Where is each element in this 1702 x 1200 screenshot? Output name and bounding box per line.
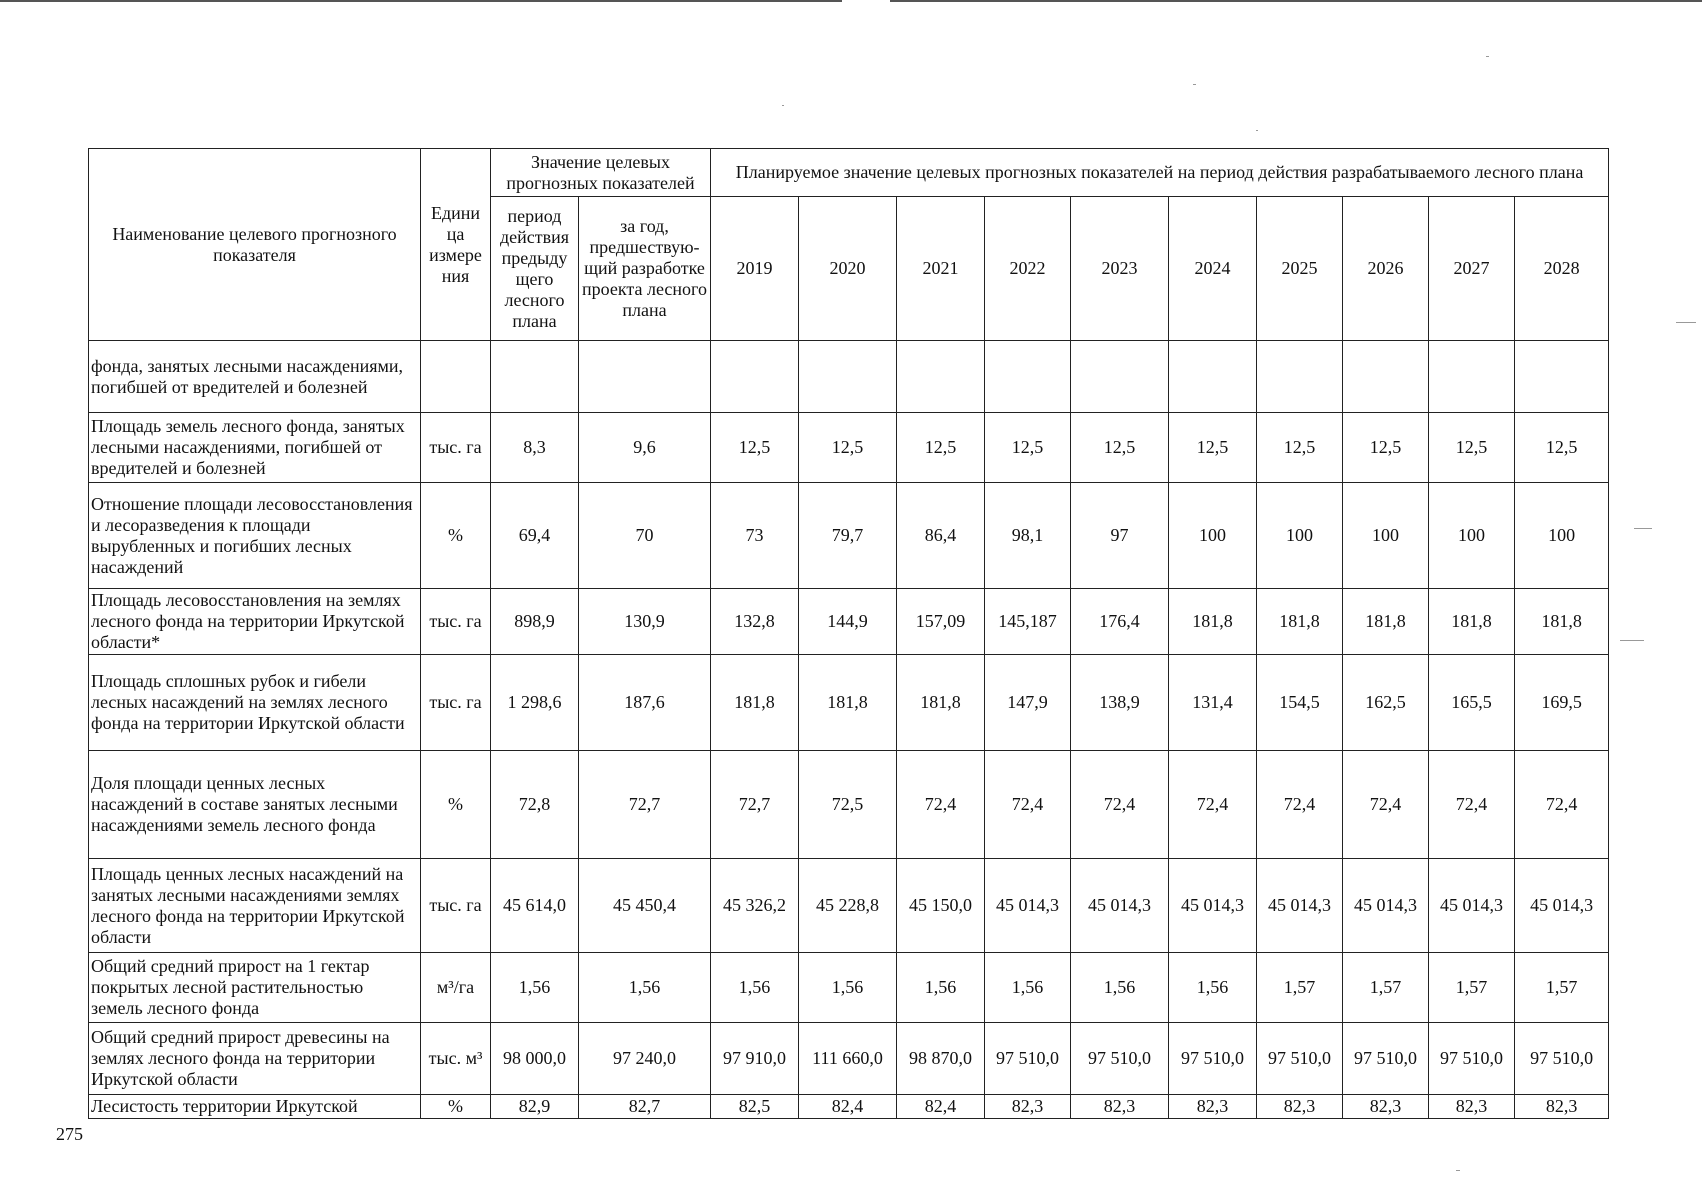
indicator-name-cell: Общий средний прирост древесины на землях лесного фонда на территории Иркутской области	[89, 1023, 421, 1095]
scan-speck	[1676, 322, 1696, 323]
year-value-cell	[1257, 341, 1343, 413]
year-value-cell	[1169, 341, 1257, 413]
prev-year-cell: 1,56	[579, 953, 711, 1023]
year-value-cell: 12,5	[985, 413, 1071, 483]
year-value-cell: 82,5	[711, 1095, 799, 1119]
year-value-cell: 169,5	[1515, 655, 1609, 751]
year-value-cell: 100	[1257, 483, 1343, 589]
year-value-cell: 1,56	[711, 953, 799, 1023]
year-value-cell	[985, 341, 1071, 413]
year-value-cell: 154,5	[1257, 655, 1343, 751]
year-value-cell: 45 014,3	[985, 859, 1071, 953]
year-value-cell: 100	[1343, 483, 1429, 589]
year-value-cell: 1,57	[1429, 953, 1515, 1023]
prev-period-cell: 98 000,0	[491, 1023, 579, 1095]
table-row	[89, 341, 1609, 413]
year-value-cell: 98 870,0	[897, 1023, 985, 1095]
table-row	[89, 953, 1609, 1023]
header-row-1	[89, 149, 1609, 197]
year-value-cell: 72,7	[711, 751, 799, 859]
indicator-name-cell: Доля площади ценных лесных насаждений в составе занятых лесными насаждениями земель лесного фонда	[89, 751, 421, 859]
prev-year-cell: 97 240,0	[579, 1023, 711, 1095]
prev-period-cell: 8,3	[491, 413, 579, 483]
year-value-cell: 45 014,3	[1071, 859, 1169, 953]
unit-cell: %	[421, 751, 491, 859]
year-value-cell: 97	[1071, 483, 1169, 589]
year-value-cell: 45 228,8	[799, 859, 897, 953]
year-value-cell: 12,5	[897, 413, 985, 483]
top-rule-right	[890, 0, 1702, 2]
year-value-cell	[1429, 341, 1515, 413]
prev-period-cell: 82,9	[491, 1095, 579, 1119]
year-value-cell: 82,3	[1257, 1095, 1343, 1119]
table-row	[89, 589, 1609, 655]
year-header: 2024	[1169, 197, 1257, 341]
year-value-cell: 72,4	[897, 751, 985, 859]
prev-year-cell: 187,6	[579, 655, 711, 751]
year-header: 2023	[1071, 197, 1169, 341]
year-value-cell: 1,56	[897, 953, 985, 1023]
year-value-cell: 82,3	[1169, 1095, 1257, 1119]
year-header: 2022	[985, 197, 1071, 341]
year-value-cell: 1,56	[985, 953, 1071, 1023]
year-value-cell: 12,5	[799, 413, 897, 483]
page-number: 275	[56, 1124, 83, 1144]
year-value-cell: 131,4	[1169, 655, 1257, 751]
year-value-cell: 45 014,3	[1257, 859, 1343, 953]
scan-speck	[1193, 84, 1196, 85]
scan-speck	[1620, 640, 1644, 641]
prev-period-cell: 1 298,6	[491, 655, 579, 751]
prev-period-cell: 898,9	[491, 589, 579, 655]
year-value-cell: 181,8	[1429, 589, 1515, 655]
year-value-cell: 97 910,0	[711, 1023, 799, 1095]
prev-year-cell: 82,7	[579, 1095, 711, 1119]
prev-year-cell	[579, 341, 711, 413]
year-value-cell: 12,5	[1169, 413, 1257, 483]
year-value-cell: 181,8	[1515, 589, 1609, 655]
year-value-cell: 12,5	[1515, 413, 1609, 483]
year-value-cell	[1515, 341, 1609, 413]
year-header: 2027	[1429, 197, 1515, 341]
unit-column-header: Едини ца измере ния	[421, 149, 491, 341]
year-value-cell: 97 510,0	[1429, 1023, 1515, 1095]
year-value-cell: 12,5	[1429, 413, 1515, 483]
indicator-name-cell: фонда, занятых лесными насаждениями, погибшей от вредителей и болезней	[89, 341, 421, 413]
scan-speck	[1486, 56, 1489, 57]
prev-year-cell: 45 450,4	[579, 859, 711, 953]
unit-cell: тыс. га	[421, 655, 491, 751]
year-value-cell: 12,5	[711, 413, 799, 483]
year-value-cell: 45 326,2	[711, 859, 799, 953]
year-value-cell: 181,8	[1257, 589, 1343, 655]
year-value-cell: 1,56	[1169, 953, 1257, 1023]
target-values-header: Значение целевых прогнозных показателей	[491, 149, 711, 197]
indicator-name-cell: Лесистость территории Иркутской	[89, 1095, 421, 1119]
year-value-cell: 138,9	[1071, 655, 1169, 751]
table-row	[89, 1023, 1609, 1095]
top-rule-left	[0, 0, 842, 2]
prev-period-header: период действия предыду щего лесного плана	[491, 197, 579, 341]
year-value-cell: 12,5	[1343, 413, 1429, 483]
unit-cell: %	[421, 1095, 491, 1119]
unit-cell: тыс. га	[421, 589, 491, 655]
prev-year-cell: 130,9	[579, 589, 711, 655]
year-value-cell: 79,7	[799, 483, 897, 589]
year-value-cell: 97 510,0	[1257, 1023, 1343, 1095]
name-column-header: Наименование целевого прогнозного показателя	[89, 149, 421, 341]
year-value-cell: 73	[711, 483, 799, 589]
year-value-cell: 132,8	[711, 589, 799, 655]
indicator-name-cell: Площадь сплошных рубок и гибели лесных насаждений на землях лесного фонда на территории Иркутской области	[89, 655, 421, 751]
year-value-cell: 98,1	[985, 483, 1071, 589]
year-value-cell: 176,4	[1071, 589, 1169, 655]
prev-year-header: за год, предшествую-щий разработке проекта лесного плана	[579, 197, 711, 341]
year-value-cell: 1,56	[1071, 953, 1169, 1023]
year-header: 2020	[799, 197, 897, 341]
prev-period-cell	[491, 341, 579, 413]
table-row	[89, 655, 1609, 751]
year-value-cell: 1,56	[799, 953, 897, 1023]
table-body	[89, 341, 1609, 1119]
year-value-cell: 72,4	[1257, 751, 1343, 859]
year-value-cell	[1343, 341, 1429, 413]
scan-speck	[1456, 1170, 1460, 1171]
year-value-cell: 82,4	[897, 1095, 985, 1119]
table-row	[89, 859, 1609, 953]
year-value-cell: 72,5	[799, 751, 897, 859]
year-value-cell: 100	[1429, 483, 1515, 589]
year-value-cell: 12,5	[1257, 413, 1343, 483]
year-value-cell: 100	[1515, 483, 1609, 589]
table-row	[89, 483, 1609, 589]
year-value-cell: 72,4	[1515, 751, 1609, 859]
year-value-cell: 82,3	[1515, 1095, 1609, 1119]
year-value-cell: 145,187	[985, 589, 1071, 655]
year-value-cell: 162,5	[1343, 655, 1429, 751]
planned-values-header: Планируемое значение целевых прогнозных показателей на период действия разрабатываемого лесного плана	[711, 149, 1609, 197]
prev-period-cell: 1,56	[491, 953, 579, 1023]
year-value-cell: 97 510,0	[1515, 1023, 1609, 1095]
year-value-cell: 86,4	[897, 483, 985, 589]
year-value-cell: 45 014,3	[1343, 859, 1429, 953]
year-value-cell: 157,09	[897, 589, 985, 655]
prev-year-cell: 72,7	[579, 751, 711, 859]
year-header: 2028	[1515, 197, 1609, 341]
year-value-cell: 97 510,0	[985, 1023, 1071, 1095]
year-value-cell: 12,5	[1071, 413, 1169, 483]
year-value-cell: 45 014,3	[1429, 859, 1515, 953]
year-value-cell: 181,8	[711, 655, 799, 751]
year-value-cell: 82,3	[985, 1095, 1071, 1119]
prev-period-cell: 69,4	[491, 483, 579, 589]
forecast-indicators-table	[88, 148, 1609, 1119]
unit-cell	[421, 341, 491, 413]
year-value-cell: 82,3	[1071, 1095, 1169, 1119]
year-value-cell: 165,5	[1429, 655, 1515, 751]
year-value-cell: 97 510,0	[1343, 1023, 1429, 1095]
indicator-name-cell: Площадь ценных лесных насаждений на занятых лесными насаждениями землях лесного фонда на территории Иркутской области	[89, 859, 421, 953]
year-header: 2025	[1257, 197, 1343, 341]
year-value-cell: 97 510,0	[1071, 1023, 1169, 1095]
year-value-cell	[1071, 341, 1169, 413]
year-value-cell: 82,4	[799, 1095, 897, 1119]
year-value-cell: 45 014,3	[1515, 859, 1609, 953]
year-value-cell: 72,4	[1071, 751, 1169, 859]
year-header: 2019	[711, 197, 799, 341]
indicator-name-cell: Отношение площади лесовосстановления и лесоразведения к площади вырубленных и погибших лесных насаждений	[89, 483, 421, 589]
prev-year-cell: 9,6	[579, 413, 711, 483]
unit-cell: тыс. га	[421, 859, 491, 953]
year-value-cell: 1,57	[1343, 953, 1429, 1023]
unit-cell: м³/га	[421, 953, 491, 1023]
year-value-cell: 72,4	[1343, 751, 1429, 859]
year-value-cell: 82,3	[1343, 1095, 1429, 1119]
table-row	[89, 413, 1609, 483]
scan-speck	[1256, 130, 1258, 131]
year-value-cell: 97 510,0	[1169, 1023, 1257, 1095]
prev-period-cell: 72,8	[491, 751, 579, 859]
unit-cell: %	[421, 483, 491, 589]
year-value-cell: 72,4	[1429, 751, 1515, 859]
year-value-cell: 181,8	[1343, 589, 1429, 655]
year-value-cell	[897, 341, 985, 413]
year-header: 2026	[1343, 197, 1429, 341]
year-value-cell: 144,9	[799, 589, 897, 655]
year-value-cell: 1,57	[1515, 953, 1609, 1023]
year-value-cell: 72,4	[985, 751, 1071, 859]
indicator-name-cell: Площадь лесовосстановления на землях лесного фонда на территории Иркутской области*	[89, 589, 421, 655]
year-value-cell: 72,4	[1169, 751, 1257, 859]
year-value-cell: 45 150,0	[897, 859, 985, 953]
year-value-cell: 181,8	[1169, 589, 1257, 655]
year-value-cell: 82,3	[1429, 1095, 1515, 1119]
year-value-cell	[799, 341, 897, 413]
year-value-cell	[711, 341, 799, 413]
table-row	[89, 751, 1609, 859]
year-value-cell: 111 660,0	[799, 1023, 897, 1095]
prev-year-cell: 70	[579, 483, 711, 589]
scan-speck	[1634, 528, 1652, 529]
indicator-name-cell: Общий средний прирост на 1 гектар покрытых лесной растительностью земель лесного фонда	[89, 953, 421, 1023]
year-value-cell: 45 014,3	[1169, 859, 1257, 953]
unit-cell: тыс. га	[421, 413, 491, 483]
year-value-cell: 181,8	[897, 655, 985, 751]
scan-speck	[782, 105, 784, 106]
year-value-cell: 147,9	[985, 655, 1071, 751]
table-row	[89, 1095, 1609, 1119]
year-value-cell: 100	[1169, 483, 1257, 589]
prev-period-cell: 45 614,0	[491, 859, 579, 953]
unit-cell: тыс. м³	[421, 1023, 491, 1095]
year-value-cell: 181,8	[799, 655, 897, 751]
indicator-name-cell: Площадь земель лесного фонда, занятых лесными насаждениями, погибшей от вредителей и болезней	[89, 413, 421, 483]
year-value-cell: 1,57	[1257, 953, 1343, 1023]
year-header: 2021	[897, 197, 985, 341]
